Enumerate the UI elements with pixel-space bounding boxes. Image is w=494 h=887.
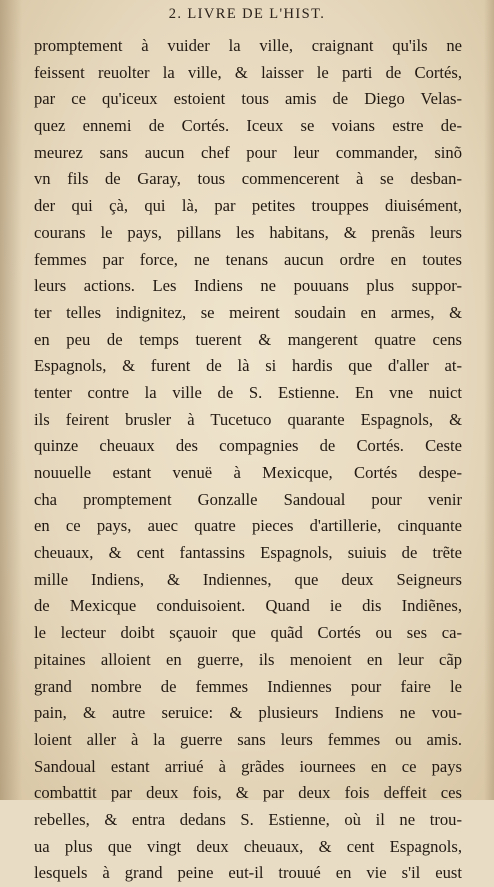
text-line: ter telles indignitez, se meirent soudain en armes, &	[34, 302, 462, 322]
text-line: mille Indiens, & Indiennes, que deux Seigneurs	[34, 569, 462, 589]
text-line: le lecteur doibt sçauoir que quãd Cortés ou ses ca-	[34, 623, 462, 643]
text-line: loient aller à la guerre sans leurs femmes ou amis.	[34, 729, 462, 749]
text-line: courans le pays, pillans les habitans, & prenãs leurs	[34, 222, 462, 242]
text-line: en ce pays, auec quatre pieces d'artillerie, cinquante	[34, 516, 462, 536]
text-line: meurez sans aucun chef pour leur commander, sinõ	[34, 142, 462, 162]
text-line: leurs actions. Les Indiens ne pouuans plus suppor-	[34, 276, 462, 296]
text-line: promptement à vuider la ville, craignant qu'ils ne	[34, 36, 462, 55]
text-line: Espagnols, & furent de là si hardis que d'aller at-	[34, 356, 462, 376]
body-text	[34, 33, 462, 887]
text-line: de Mexicque conduisoient. Quand ie dis Indiẽnes,	[34, 596, 462, 616]
text-line: nouuelle estant venuë à Mexicque, Cortés despe-	[34, 463, 462, 482]
text-line: quinze cheuaux des compagnies de Cortés. Ceste	[34, 436, 462, 456]
text-line: rebelles, & entra dedans S. Estienne, où il ne trou-	[34, 809, 462, 829]
text-line: lesquels à grand peine eut-il trouué en vie s'il eust	[34, 863, 462, 883]
text-line: pain, & autre seruice: & plusieurs Indiens ne vou-	[34, 703, 462, 723]
text-line: pitaines alloient en guerre, ils menoient en leur cãp	[34, 649, 462, 669]
text-line: femmes par force, ne tenans aucun ordre en toutes	[34, 249, 462, 269]
text-line: tenter contre la ville de S. Estienne. En vne nuict	[34, 382, 462, 402]
text-line: grand nombre de femmes Indiennes pour faire le	[34, 676, 462, 696]
text-line: par ce qu'iceux estoient tous amis de Diego Velas-	[34, 89, 462, 109]
text-line: combattit par deux fois, & par deux fois deffeit ces	[34, 783, 462, 803]
text-line: ua plus que vingt deux cheuaux, & cent Espagnols,	[34, 836, 462, 856]
text-line: en peu de temps tuerent & mangerent quatre cens	[34, 329, 462, 349]
text-line: Sandoual estant arriué à grãdes iournees en ce pays	[34, 756, 462, 776]
text-line: ils feirent brusler à Tucetuco quarante Espagnols, &	[34, 409, 462, 429]
text-line: der qui çà, qui là, par petites trouppes diuisément,	[34, 196, 462, 216]
running-head: 2. LIVRE DE L'HIST.	[168, 6, 326, 22]
text-line: cheuaux, & cent fantassins Espagnols, suiuis de trẽte	[34, 543, 462, 563]
text-line: feissent reuolter la ville, & laisser le parti de Cortés,	[34, 62, 462, 82]
text-line: vn fils de Garay, tous commencerent à se desban-	[34, 169, 462, 189]
text-line: quez ennemi de Cortés. Iceux se voians estre de-	[34, 116, 462, 136]
text-line: cha promptement Gonzalle Sandoual pour venir	[34, 489, 462, 509]
